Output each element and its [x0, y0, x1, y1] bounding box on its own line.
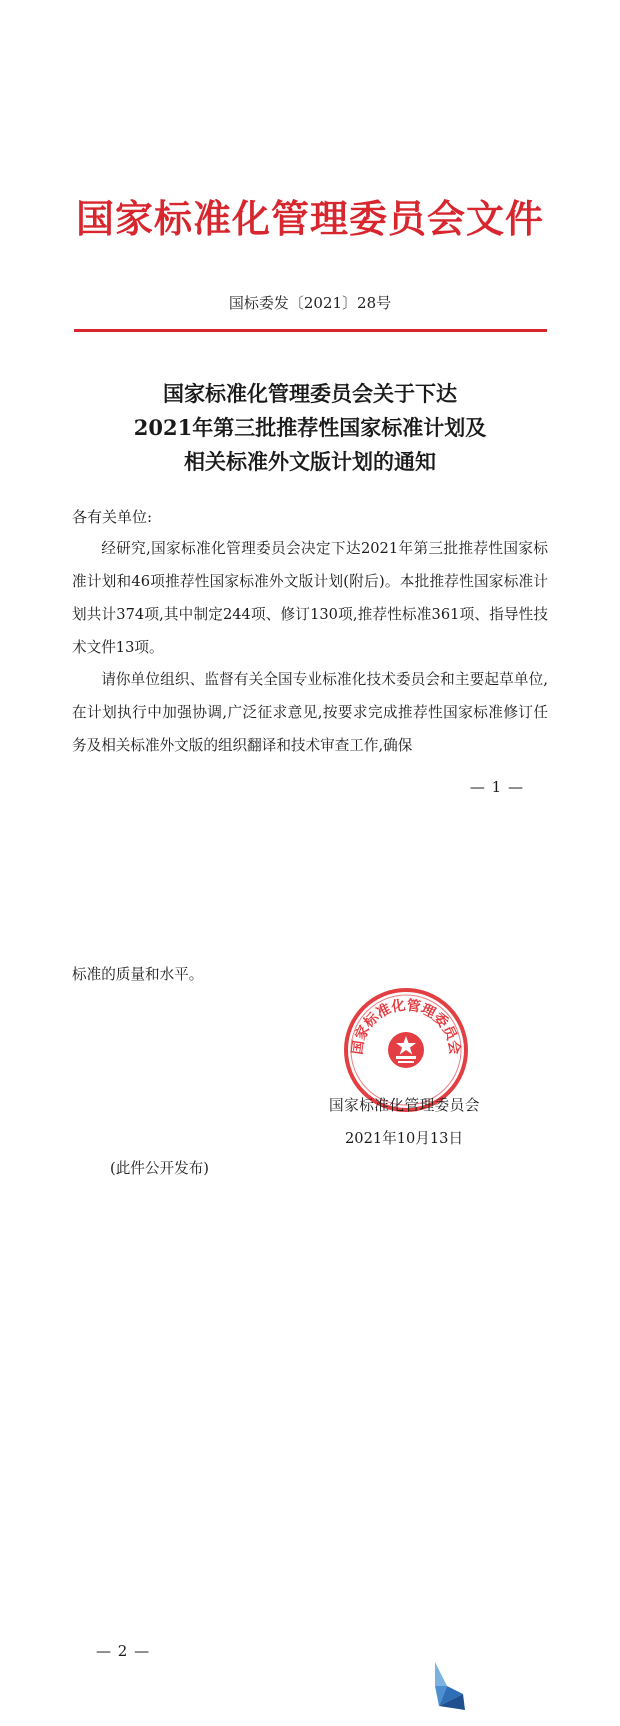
page-number-1: — 1 —	[469, 778, 524, 796]
body-paragraph-continuation: 标准的质量和水平。	[72, 966, 204, 983]
salutation: 各有关单位:	[72, 508, 153, 526]
notice-title-line-3: 相关标准外文版计划的通知	[184, 449, 436, 474]
issue-date: 2021年10月13日	[345, 1130, 464, 1147]
page-number-2: — 2 —	[96, 1642, 151, 1660]
document-header-title: 国家标准化管理委员会文件	[75, 196, 544, 241]
red-divider-line	[74, 329, 547, 332]
issuing-authority: 国家标准化管理委员会	[329, 1097, 480, 1114]
document-page-2	[0, 862, 620, 1726]
seal-text: 国家标准化管理委员会	[349, 997, 463, 1056]
watermark-logo-icon	[425, 1660, 469, 1712]
public-release-note: (此件公开发布)	[110, 1160, 209, 1177]
document-page-1	[0, 0, 620, 862]
notice-title-line-2: 2021年第三批推荐性国家标准计划及	[133, 415, 487, 440]
national-emblem-icon	[388, 1032, 424, 1068]
notice-title-line-1: 国家标准化管理委员会关于下达	[163, 381, 457, 406]
notice-title	[0, 377, 620, 479]
document-number: 国标委发〔2021〕28号	[228, 294, 392, 312]
body-paragraph-2: 请你单位组织、监督有关全国专业标准化技术委员会和主要起草单位,在计划执行中加强协调,广泛征求意见,按要求完成推荐性国家标准修订任务及相关标准外文版的组织翻译和技术审查工作,确保	[72, 671, 548, 754]
body-paragraph-1: 经研究,国家标准化管理委员会决定下达2021年第三批推荐性国家标准计划和46项推荐性国家标准外文版计划(附后)。本批推荐性国家标准计划共计374项,其中制定244项、修订130项,推荐性标准361项、指导性技术文件13项。	[72, 540, 548, 656]
